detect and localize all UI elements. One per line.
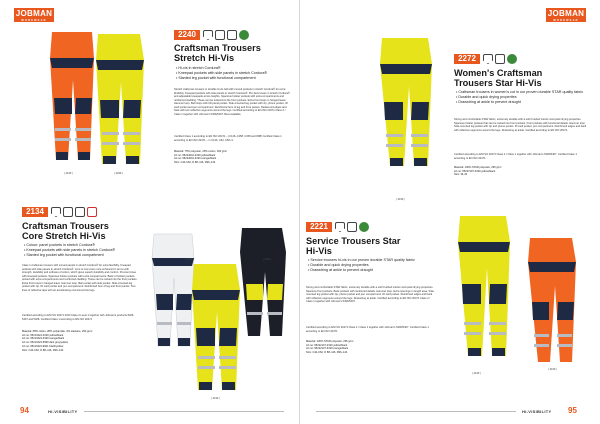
en-13688-icon <box>215 30 225 40</box>
product-image-2272 <box>368 34 448 174</box>
spec-block-2272: Material: 100% STAR polyester, 295 g/m² Art.no: 65227207-2199 yellow/black Size: 34-44 <box>454 166 502 177</box>
page-number-left: 94 <box>20 406 29 415</box>
spec-block-2221: Material: 100% STAR polyester, 295 g/m² Art.no: 65222107-2199 yellow/black Art.no: 65222107-3199 orange/black Size: C44-C62, D 88–116, D96–124 <box>306 340 354 355</box>
product-title: Craftsman Trousers Core Stretch Hi-Vis <box>22 221 109 241</box>
caption-2221-b: ( 3199 ) <box>548 368 557 371</box>
oeko-tex-icon <box>507 54 517 64</box>
product-number-badge: 2240 <box>174 30 200 40</box>
caption-2240-a: ( 2199 ) <box>64 172 73 175</box>
trousers-yellow <box>458 216 510 356</box>
product-title: Women's Craftsman Trousers Star Hi-Vis <box>454 68 543 88</box>
product-image-2221 <box>450 212 590 372</box>
en-iso-20471-icon <box>483 54 493 64</box>
cert-note-2240: Certified Class 1 according to EN ISO 20471 – (C146–C158, C158 and D88) Certified Class 1 according to EN ISO 20471 – in C146, C64, C50 cc <box>174 135 282 142</box>
oeko-tex-icon <box>239 30 249 40</box>
product-image-2134 <box>146 206 296 396</box>
page-gutter <box>299 0 300 424</box>
trousers-yellow <box>96 34 144 164</box>
certification-icons <box>335 222 369 232</box>
product-number-badge: 2272 <box>454 54 480 64</box>
description-2221: Strong and comfortable STAR fabric, extremely durable with a soft brushed interior and quick drying properties. Spacious front pockets. Back pockets with reinforced details. Hammer loop. Extra openings in length area. Side-mounted leg pocket with zip, phone pocket and pen compartment. ID card pocket. Reinforced edges and back with reflective segments around the legs. Drawstring at ankle. Certified according to EN ISO 20471 Class 2 / Class 1 together with Jobman's 5406/5407. <box>306 286 435 303</box>
caption-2134-b: ( 9921 ) <box>263 258 272 261</box>
caption-2221-a: ( 2199 ) <box>472 372 481 375</box>
en-13688-icon <box>63 207 73 217</box>
en-iso-20471-icon <box>335 222 345 232</box>
feature-list-2134: • Colour: panel pockets in stretch Cordura® • Kneepad pockets with side panels in stretch Cordura® • Slanted leg pocket with functional compartment <box>24 243 140 258</box>
section-label-left: HI-VISIBILITY <box>48 409 78 414</box>
product-number-badge: 2221 <box>306 222 332 232</box>
footer-rule-left <box>84 411 284 412</box>
cordura-icon <box>87 207 97 217</box>
trousers-orange <box>50 32 94 160</box>
section-label-right: HI-VISIBILITY <box>522 409 552 414</box>
en-14404-icon <box>227 30 237 40</box>
description-2240: Stretch craftsman trousers in durable hi-vis twill with curved pockets in stretch Cordura® for extra flexibility. Kneepad pockets with side panels in stretch Cordura®. Pre-bent knees in stretch Cordura® and adjustable kneepads at two heights. Spacious holster pockets with extra compartments and reinforced cladding. These can be tucked into the front pockets. Extra front loops in hanged leave. Hammer loop. Belt loops with full panel pocket. Side-mounted leg pocket with zip, phone pocket, ID card pocket and pen compartment. Reinforced hem of leg and front panels. Redeemed edges and back with two reflective segments around the legs. Certified according to EN ISO 20471 Class 2 / Class 1 together with Jobman's 5406/5407. Best available. <box>174 88 290 116</box>
feature-list-2240: • Hi-vis in stretch Cordura® • Kneepad pockets with side panels in stretch Cordura® • Slanted leg pocket with functional compartment <box>176 66 294 81</box>
caption-2240-b: ( 2299 ) <box>114 172 123 175</box>
product-title: Craftsman Trousers Stretch Hi-Vis <box>174 43 261 63</box>
product-number-badge: 2134 <box>22 207 48 217</box>
product-title: Service Trousers Star Hi-Vis <box>306 236 401 256</box>
caption-2272: ( 2199 ) <box>396 198 405 201</box>
certification-icons <box>51 207 97 217</box>
jobman-logo-left: JOBMAN WORKWEAR <box>15 9 53 22</box>
product-image-2240 <box>42 28 152 170</box>
certification-icons <box>483 54 517 64</box>
trousers-yellow <box>192 264 240 390</box>
page-number-right: 95 <box>568 406 577 415</box>
feature-list-2221: • Service trousers hi-vis in our proven durable STAR quality fabric • Durable and quick drying properties • Drawstring at ankle to prevent draught <box>308 258 436 273</box>
spec-block-2240: Material: 75% polyester, 25% cotton, 300 g/m² Art.no: 65224042-2199 yellow/black Art.no: 65224042-2199 orange/black Size: C44-C62, D 88–116, D96–124 <box>174 150 228 165</box>
en-13688-icon <box>347 222 357 232</box>
description-2134: Class 1 craftsman trousers with curved panels in stretch Cordura® for extra flexibility. Kneepad pockets with side panels in stretch Cordura®. Core is now even more enhanced in terms with strength, durability and softness of cotton, which gives superb durability and comfort. Pre-bent knee with kneepad pockets. Spacious holster pockets with extra compartments. Bank of holster pockets tucked with extra compartments and reinforced cladding. These can be tucked into the front pockets. Extra front loops in hanged leave. Hammer loop. Belt pocket with side pocket. Side-mounted leg pocket with zip. ID card pocket and pen compartment. Reinforced hem of leg and front panels. Two lines of reflective tape with an accelerating end around the legs. <box>22 264 138 292</box>
caption-2134-c: ( 2199 ) <box>211 397 220 400</box>
en-14404-icon <box>75 207 85 217</box>
footer-rule-right <box>316 411 516 412</box>
en-13688-icon <box>495 54 505 64</box>
trousers-black <box>240 228 286 336</box>
trousers-orange <box>528 238 576 362</box>
oeko-tex-icon <box>359 222 369 232</box>
spec-block-2134: Material: 68% cotton, 28% polyamide, 4% elastane, 290 g/m² Art.no: 65213424-2199 yellow/black Art.no: 65213424-3199 orange/black Art.no: 65213424-6599 dark grey/yellow Art.no: 65213424-9921 black/yellow Size: C44-C62, D 88–116, D96–124 <box>22 330 93 352</box>
caption-2134-a: ( 6521 ) <box>185 258 194 261</box>
en-iso-20471-icon <box>203 30 213 40</box>
jobman-logo-right: JOBMAN WORKWEAR <box>547 9 585 22</box>
feature-list-2272: • Craftsman trousers in women's cut in our proven durable STAR quality fabric • Durable and quick drying properties • Drawstring at ankle to prevent draught <box>456 90 590 105</box>
cert-note-2221: Certified according to EN ISO 20471 Class 2 / Class 1 together with Jobman's 5406/5407. Certified Class 1 according to EN ISO 20471 <box>306 326 429 333</box>
description-2272: Strong and comfortable STAR fabric, extremely durable with a soft brushed interior and quick drying properties. Spacious holster pockets that can be tucked into front pockets. Front pockets with functional details. Hammer loop. Side-mounted leg pocket with zip and phone pocket. ID card pocket, pen compartment. Reinforced edges and back with reflective segments around the legs. Drawstring at ankle. Certified according to EN ISO 20471. <box>454 118 587 132</box>
cert-note-2134: Certified according to EN ISO 20471 2010 Class 2 Level 1 together with Jobman's products 5406, 5407 and 5408. Certified Class 1 according to EN ISO 20471 <box>22 314 135 321</box>
en-iso-20471-icon <box>51 207 61 217</box>
certification-icons <box>203 30 249 40</box>
cert-note-2272: Certified according to EN ISO 20471 Class 2 / Class 1 together with Jobman's 5406/5407. Certified Class 1 according to EN ISO 20471 <box>454 153 577 160</box>
trousers-white <box>152 234 194 346</box>
